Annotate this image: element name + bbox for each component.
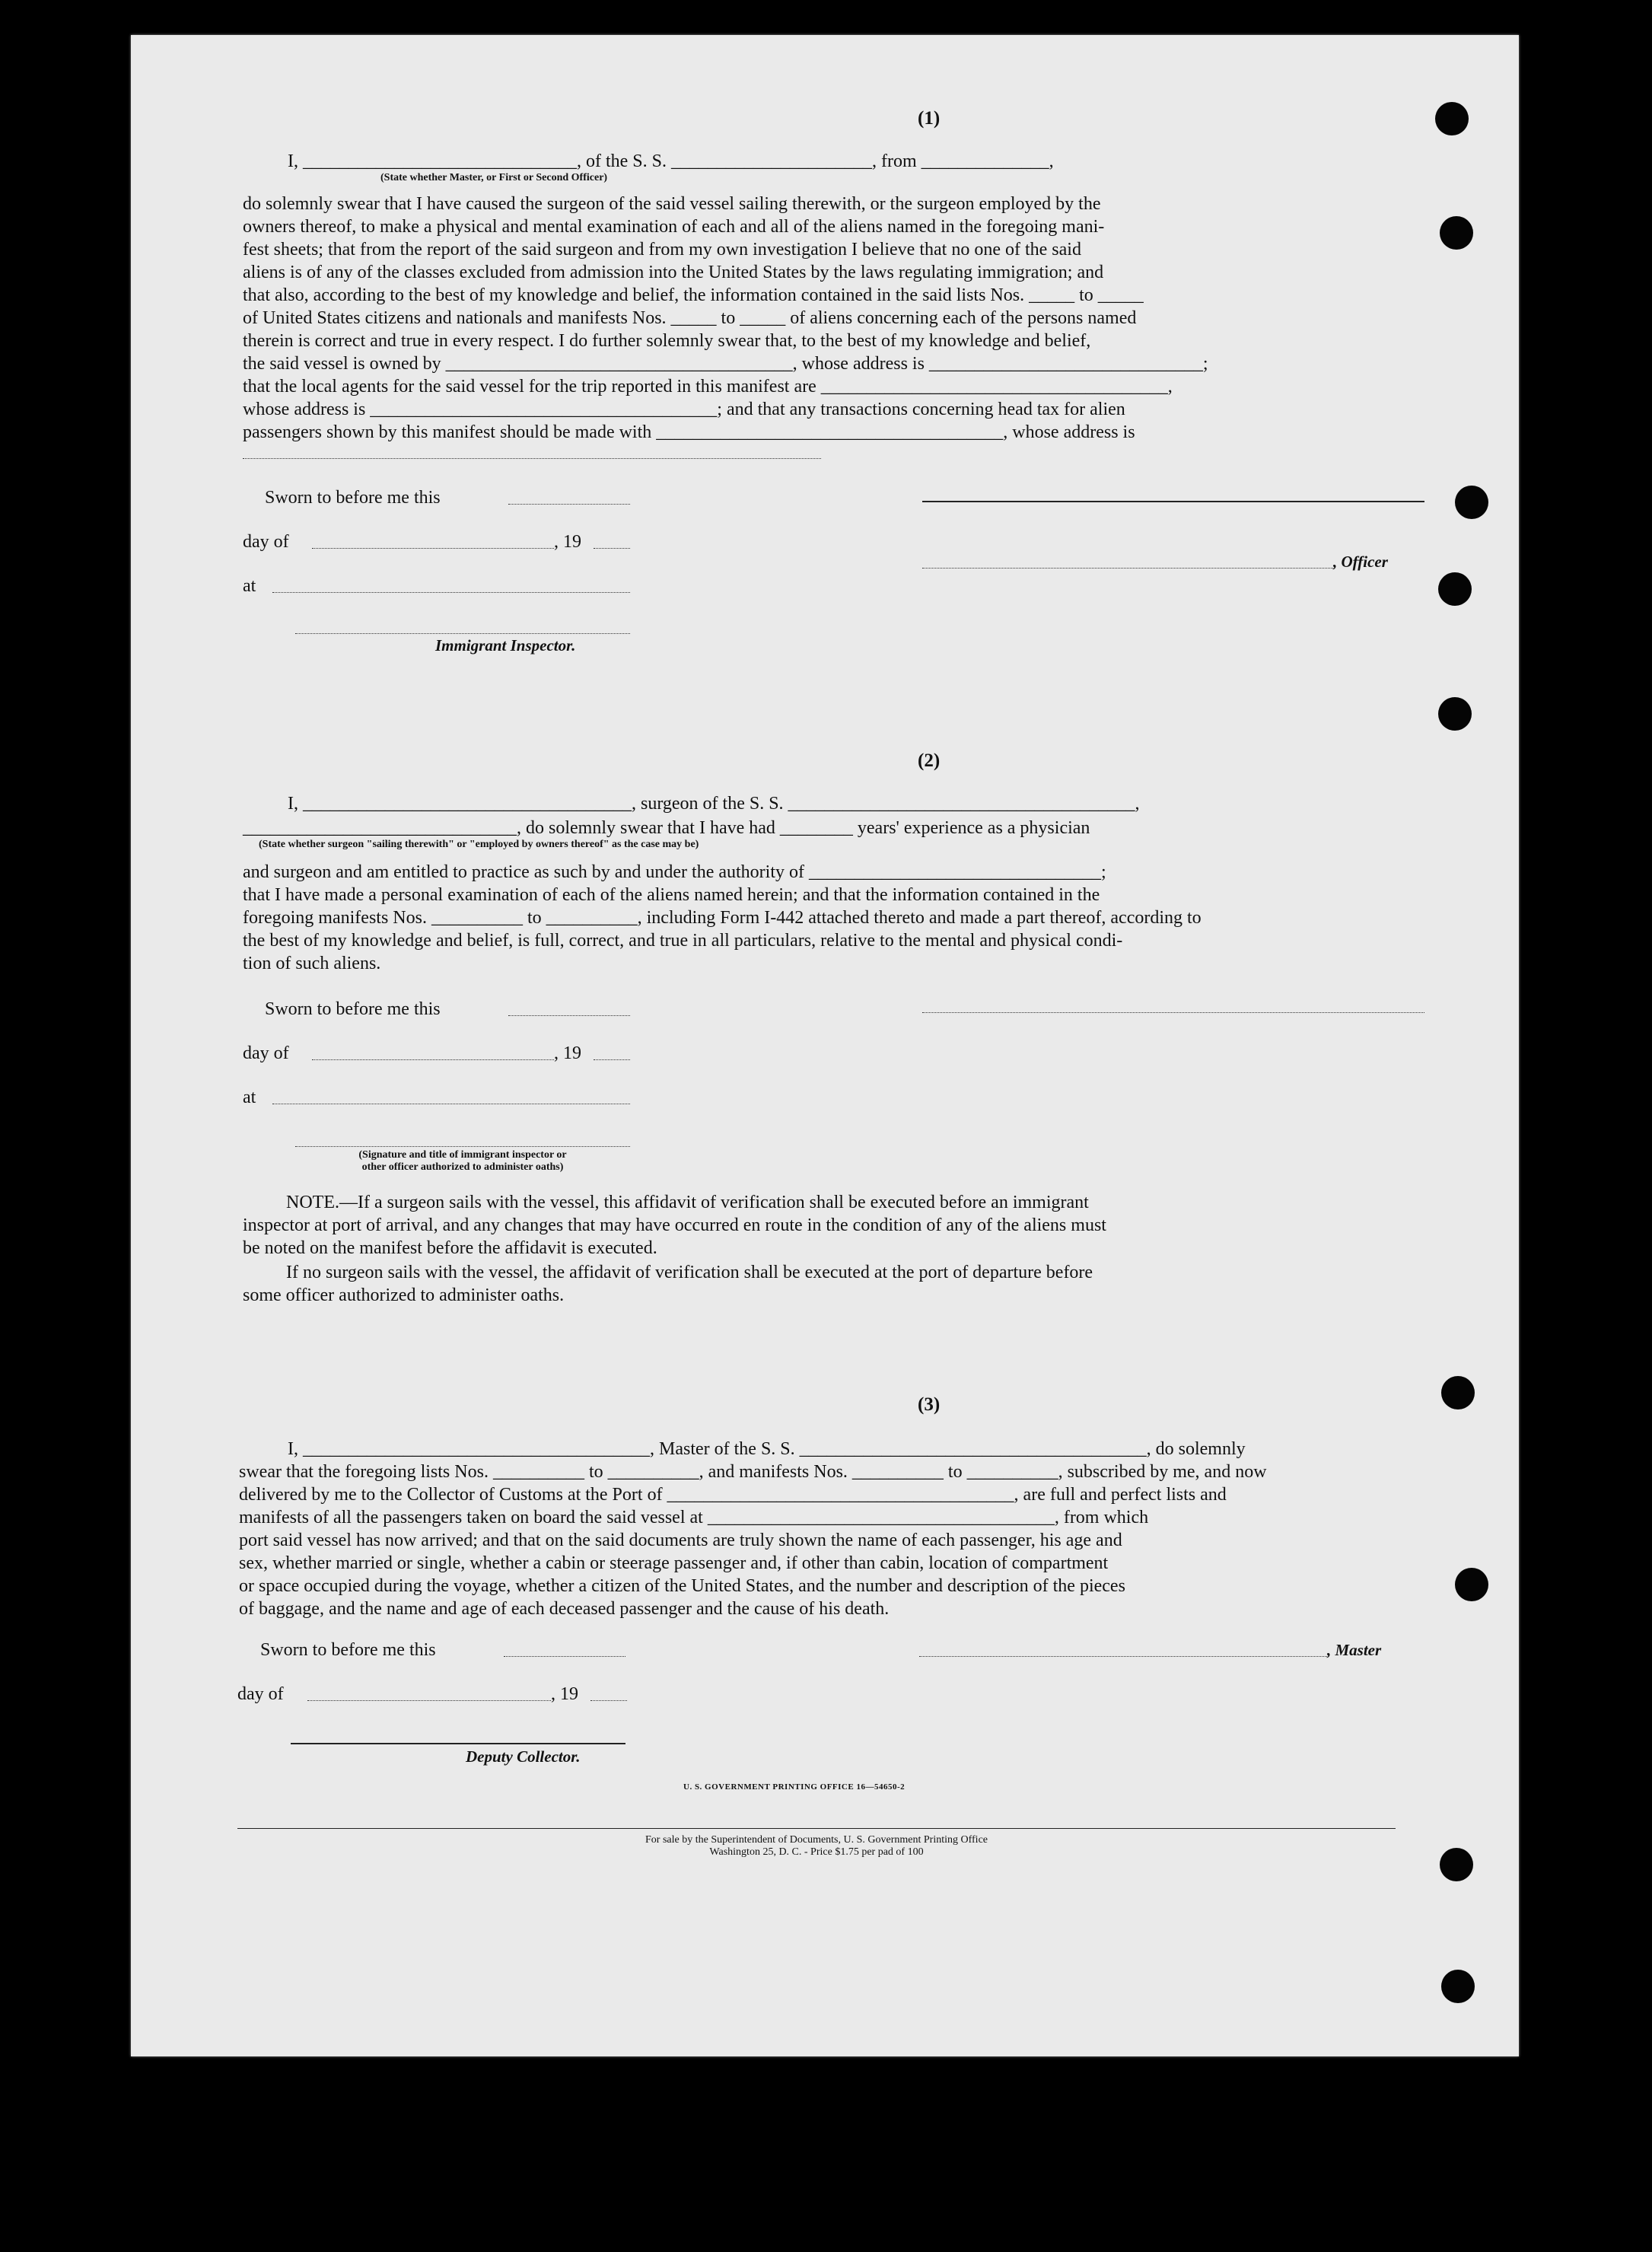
note-line: If no surgeon sails with the vessel, the affidavit of verification shall be executed at the port of departure before [286, 1263, 1093, 1282]
inspector-signature-line-2[interactable] [295, 1146, 630, 1147]
punch-hole [1440, 216, 1473, 250]
section-1-line: whose address is ______________________________________; and that any transactions concerning head tax for alien [243, 400, 1125, 419]
section-1-first-line: I, ______________________________, of the S. S. ______________________, from ______________, [288, 151, 1054, 171]
year-blank-1[interactable] [594, 548, 630, 549]
sworn-date-blank-2[interactable] [508, 1015, 630, 1016]
day-of-blank-1[interactable] [312, 548, 554, 549]
section-3-line: sex, whether married or single, whether a cabin or steerage passenger and, if other than cabin, location of compartment [239, 1553, 1109, 1573]
section-1-number: (1) [918, 108, 941, 129]
note-line: NOTE.—If a surgeon sails with the vessel, this affidavit of verification shall be executed before an immigrant [286, 1193, 1089, 1212]
year-label-3: , 19 [551, 1684, 578, 1704]
section-2-first-line: I, ____________________________________, surgeon of the S. S. ______________________________________, [288, 794, 1140, 814]
at-label-1: at [243, 576, 256, 596]
inspector-signature-line[interactable] [295, 633, 630, 634]
note-line: some officer authorized to administer oaths. [243, 1285, 565, 1305]
section-3-number: (3) [918, 1394, 941, 1415]
punch-hole [1455, 1568, 1488, 1601]
section-1-line: of United States citizens and nationals and manifests Nos. _____ to _____ of aliens concerning each of the persons named [243, 308, 1137, 328]
section-3-line: or space occupied during the voyage, whether a citizen of the United States, and the number and description of the pieces [239, 1576, 1125, 1596]
section-3-line: swear that the foregoing lists Nos. __________ to __________, and manifests Nos. __________ to __________, subscribed by me, and now [239, 1462, 1267, 1482]
year-label-2: , 19 [554, 1043, 581, 1063]
section-2-second-line: ______________________________, do solemnly swear that I have had ________ years' experience as a physician [243, 818, 1090, 838]
sale-line-1: For sale by the Superintendent of Documents, U. S. Government Printing Office [645, 1834, 988, 1846]
sworn-label-1: Sworn to before me this [265, 488, 441, 508]
year-label-1: , 19 [554, 532, 581, 552]
year-blank-2[interactable] [594, 1059, 630, 1060]
master-signature-line[interactable] [919, 1656, 1327, 1657]
inspector-label: Immigrant Inspector. [435, 636, 576, 655]
officer-label: , Officer [1333, 553, 1388, 571]
sale-line-2: Washington 25, D. C. - Price $1.75 per pad of 100 [709, 1846, 924, 1858]
year-blank-3[interactable] [590, 1700, 627, 1701]
section-2-line: the best of my knowledge and belief, is full, correct, and true in all particulars, relative to the mental and physical condi- [243, 931, 1123, 951]
at-blank-1[interactable] [272, 592, 630, 593]
section-3-line: I, ______________________________________, Master of the S. S. ______________________________________, do solemnly [288, 1439, 1246, 1459]
punch-hole [1438, 572, 1472, 606]
section-2-line: and surgeon and am entitled to practice as such by and under the authority of ________________________________; [243, 862, 1106, 882]
section-1-line: the said vessel is owned by ______________________________________, whose address is ______________________________; [243, 354, 1208, 374]
section-2-caption: (State whether surgeon "sailing therewith" or "employed by owners thereof" as the case may be) [259, 839, 699, 850]
section-1-caption: (State whether Master, or First or Second Officer) [380, 172, 608, 183]
sworn-label-2: Sworn to before me this [265, 999, 441, 1019]
section-1-line: that also, according to the best of my knowledge and belief, the information contained in the said lists Nos. _____ to _____ [243, 285, 1144, 305]
form-page [131, 35, 1519, 2056]
sworn-date-blank-1[interactable] [508, 504, 630, 505]
punch-hole [1441, 1970, 1475, 2003]
officer-blank[interactable] [922, 568, 1333, 569]
punch-hole [1438, 697, 1472, 731]
at-label-2: at [243, 1088, 256, 1107]
section-1-line: that the local agents for the said vessel for the trip reported in this manifest are ______________________________________, [243, 377, 1173, 397]
punch-hole [1440, 1848, 1473, 1881]
day-of-blank-2[interactable] [312, 1059, 554, 1060]
section-1-line: do solemnly swear that I have caused the surgeon of the said vessel sailing therewith, or the surgeon employed by the [243, 194, 1101, 214]
section-2-number: (2) [918, 750, 941, 771]
signature-line-surgeon[interactable] [922, 1012, 1424, 1013]
section-2-line: that I have made a personal examination of each of the aliens named herein; and that the information contained in the [243, 885, 1100, 905]
master-label: , Master [1327, 1641, 1382, 1659]
section-3-line: port said vessel has now arrived; and that on the said documents are truly shown the name of each passenger, his age and [239, 1531, 1122, 1550]
section-2-line: tion of such aliens. [243, 954, 381, 973]
signature-caption-1: (Signature and title of immigrant inspector or [358, 1149, 567, 1161]
note-line: be noted on the manifest before the affidavit is executed. [243, 1238, 657, 1258]
footer-rule [237, 1828, 1396, 1829]
section-1-line: owners thereof, to make a physical and mental examination of each and all of the aliens named in the foregoing mani- [243, 217, 1105, 237]
punch-hole [1441, 1376, 1475, 1409]
signature-caption-2: other officer authorized to administer oaths) [361, 1161, 564, 1173]
signature-line-officer[interactable] [922, 501, 1424, 502]
section-1-line: passengers shown by this manifest should be made with ______________________________________, whose address is [243, 422, 1135, 442]
day-of-label-2: day of [243, 1043, 289, 1063]
day-of-blank-3[interactable] [307, 1700, 551, 1701]
sworn-date-blank-3[interactable] [504, 1656, 625, 1657]
section-1-line: fest sheets; that from the report of the said surgeon and from my own investigation I believe that no one of the said [243, 240, 1081, 260]
day-of-label-1: day of [243, 532, 289, 552]
sworn-label-3: Sworn to before me this [260, 1640, 436, 1660]
deputy-signature-line[interactable] [291, 1743, 625, 1744]
section-3-line: of baggage, and the name and age of each deceased passenger and the cause of his death. [239, 1599, 890, 1619]
section-1-line: therein is correct and true in every respect. I do further solemnly swear that, to the best of my knowledge and belief, [243, 331, 1091, 351]
section-3-line: delivered by me to the Collector of Customs at the Port of ______________________________________, are full and perfect lists and [239, 1485, 1227, 1505]
printer-imprint: U. S. GOVERNMENT PRINTING OFFICE 16—54650-2 [683, 1782, 906, 1792]
deputy-label: Deputy Collector. [466, 1747, 581, 1766]
section-1-line: aliens is of any of the classes excluded from admission into the United States by the laws regulating immigration; and [243, 263, 1104, 282]
punch-hole [1435, 102, 1469, 135]
punch-hole [1455, 486, 1488, 519]
address-blank[interactable] [243, 458, 821, 459]
section-2-line: foregoing manifests Nos. __________ to __________, including Form I-442 attached thereto and made a part thereof, according to [243, 908, 1202, 928]
day-of-label-3: day of [237, 1684, 284, 1704]
note-line: inspector at port of arrival, and any changes that may have occurred en route in the condition of any of the aliens must [243, 1215, 1106, 1235]
section-3-line: manifests of all the passengers taken on board the said vessel at ______________________________________, from which [239, 1508, 1149, 1527]
